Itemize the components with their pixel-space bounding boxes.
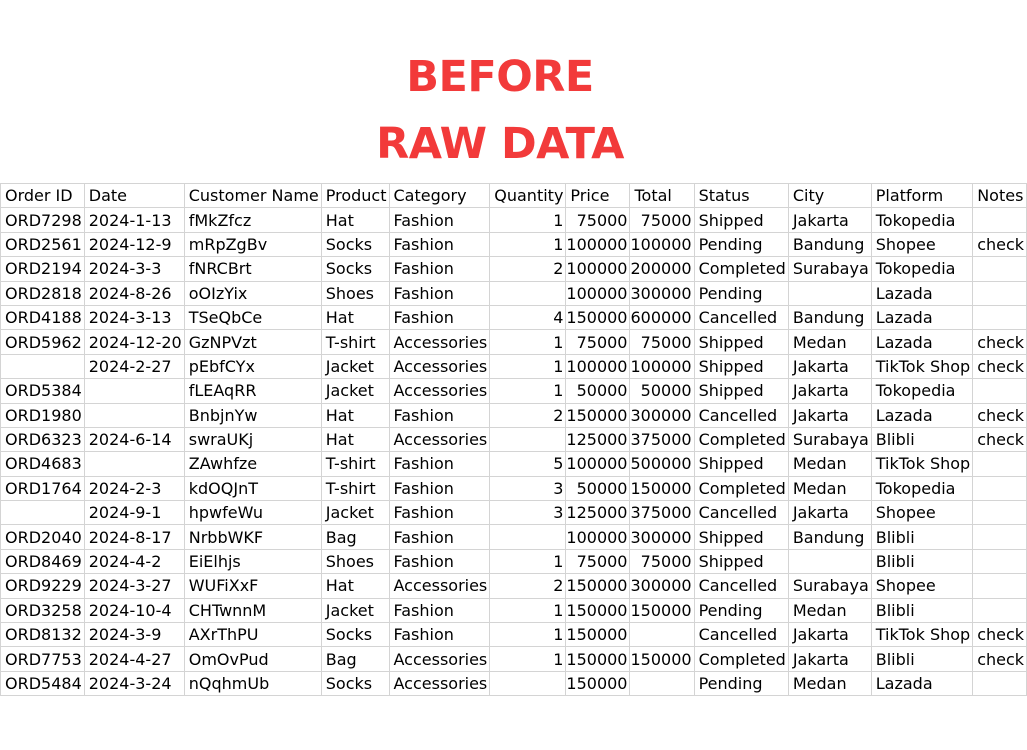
table-cell[interactable]: ORD8132 — [1, 623, 85, 647]
table-cell[interactable]: 75000 — [566, 549, 630, 573]
table-cell[interactable]: ORD1764 — [1, 476, 85, 500]
table-cell[interactable]: check — [973, 647, 1027, 671]
table-cell[interactable]: 125000 — [566, 427, 630, 451]
table-cell[interactable]: ORD5484 — [1, 671, 85, 695]
table-row — [1, 208, 1027, 232]
table-cell[interactable]: Shipped — [694, 208, 788, 232]
table-cell[interactable]: Socks — [321, 257, 389, 281]
table-cell[interactable] — [973, 574, 1027, 598]
table-cell[interactable]: 375000 — [630, 501, 694, 525]
table-cell[interactable]: CHTwnnM — [184, 598, 321, 622]
table-cell[interactable]: Accessories — [389, 574, 490, 598]
table-cell[interactable]: Medan — [788, 330, 871, 354]
table-cell[interactable] — [630, 671, 694, 695]
table-cell[interactable]: 2024-10-4 — [84, 598, 184, 622]
table-cell[interactable]: OmOvPud — [184, 647, 321, 671]
table-cell[interactable]: ORD7298 — [1, 208, 85, 232]
table-row — [1, 671, 1027, 695]
table-row — [1, 281, 1027, 305]
table-cell[interactable]: kdOQJnT — [184, 476, 321, 500]
table-cell[interactable]: Jacket — [321, 501, 389, 525]
table-cell[interactable]: 2024-2-27 — [84, 354, 184, 378]
table-cell[interactable]: 3 — [490, 501, 566, 525]
table-cell[interactable]: 50000 — [566, 379, 630, 403]
table-cell[interactable] — [490, 281, 566, 305]
table-cell[interactable]: 1 — [490, 208, 566, 232]
table-cell[interactable]: 2 — [490, 403, 566, 427]
table-cell[interactable]: Tokopedia — [871, 379, 972, 403]
table-cell[interactable] — [973, 501, 1027, 525]
table-cell[interactable]: 100000 — [566, 257, 630, 281]
table-row — [1, 476, 1027, 500]
table-cell[interactable]: Accessories — [389, 330, 490, 354]
table-cell[interactable]: Bag — [321, 647, 389, 671]
table-cell[interactable]: NrbbWKF — [184, 525, 321, 549]
column-header[interactable]: Order ID — [1, 184, 85, 208]
table-cell[interactable]: Jakarta — [788, 403, 871, 427]
table-row — [1, 525, 1027, 549]
table-cell[interactable]: 150000 — [566, 671, 630, 695]
table-cell[interactable]: Tokopedia — [871, 476, 972, 500]
table-cell[interactable]: 1 — [490, 354, 566, 378]
table-cell[interactable]: 2024-1-13 — [84, 208, 184, 232]
table-cell[interactable]: ORD2040 — [1, 525, 85, 549]
table-cell[interactable]: Surabaya — [788, 574, 871, 598]
table-cell[interactable]: 100000 — [566, 525, 630, 549]
table-cell[interactable]: 1 — [490, 623, 566, 647]
title-line-raw-data: RAW DATA — [376, 119, 624, 169]
table-cell[interactable]: ORD4188 — [1, 305, 85, 329]
table-cell[interactable]: 100000 — [630, 354, 694, 378]
table-cell[interactable]: 2024-3-9 — [84, 623, 184, 647]
table-row — [1, 403, 1027, 427]
table-cell[interactable]: T-shirt — [321, 452, 389, 476]
table-cell[interactable]: Fashion — [389, 598, 490, 622]
column-header[interactable]: City — [788, 184, 871, 208]
table-cell[interactable]: 75000 — [630, 549, 694, 573]
table-cell[interactable]: Tokopedia — [871, 208, 972, 232]
table-cell[interactable]: 375000 — [630, 427, 694, 451]
table-cell[interactable]: 1 — [490, 232, 566, 256]
column-header[interactable]: Status — [694, 184, 788, 208]
table-cell[interactable]: Shipped — [694, 379, 788, 403]
table-cell[interactable]: EiElhjs — [184, 549, 321, 573]
table-cell[interactable]: Surabaya — [788, 257, 871, 281]
table-cell[interactable]: Shipped — [694, 525, 788, 549]
table-cell[interactable]: T-shirt — [321, 330, 389, 354]
table-row — [1, 452, 1027, 476]
table-cell[interactable]: Jakarta — [788, 379, 871, 403]
table-cell[interactable]: mRpZgBv — [184, 232, 321, 256]
table-cell[interactable]: 2024-3-13 — [84, 305, 184, 329]
table-cell[interactable]: Lazada — [871, 281, 972, 305]
table-row — [1, 232, 1027, 256]
table-cell[interactable]: ORD2818 — [1, 281, 85, 305]
table-cell[interactable]: 1 — [490, 379, 566, 403]
table-cell[interactable]: Shopee — [871, 232, 972, 256]
table-cell[interactable]: ORD3258 — [1, 598, 85, 622]
table-cell[interactable]: Medan — [788, 671, 871, 695]
table-cell[interactable]: 2024-3-3 — [84, 257, 184, 281]
table-cell[interactable]: 75000 — [566, 330, 630, 354]
table-cell[interactable]: 150000 — [566, 598, 630, 622]
table-cell[interactable]: Pending — [694, 232, 788, 256]
table-cell[interactable]: Pending — [694, 281, 788, 305]
table-cell[interactable]: Fashion — [389, 452, 490, 476]
table-cell[interactable]: Blibli — [871, 549, 972, 573]
table-cell[interactable]: fLEAqRR — [184, 379, 321, 403]
table-cell[interactable]: AXrThPU — [184, 623, 321, 647]
table-cell[interactable]: ORD5384 — [1, 379, 85, 403]
table-cell[interactable] — [788, 549, 871, 573]
column-header[interactable]: Customer Name — [184, 184, 321, 208]
table-cell[interactable]: 300000 — [630, 281, 694, 305]
table-cell[interactable]: 300000 — [630, 525, 694, 549]
table-cell[interactable]: Cancelled — [694, 623, 788, 647]
table-cell[interactable]: WUFiXxF — [184, 574, 321, 598]
table-cell[interactable]: Fashion — [389, 305, 490, 329]
table-cell[interactable]: Shoes — [321, 549, 389, 573]
table-cell[interactable]: 300000 — [630, 574, 694, 598]
table-cell[interactable]: Accessories — [389, 427, 490, 451]
table-cell[interactable]: 2024-3-24 — [84, 671, 184, 695]
table-cell[interactable]: Jakarta — [788, 623, 871, 647]
table-cell[interactable]: Shipped — [694, 549, 788, 573]
table-cell[interactable]: 150000 — [566, 305, 630, 329]
column-header[interactable]: Platform — [871, 184, 972, 208]
table-cell[interactable]: 500000 — [630, 452, 694, 476]
table-cell[interactable]: 150000 — [630, 647, 694, 671]
table-cell[interactable]: Hat — [321, 305, 389, 329]
title-line-before: BEFORE — [406, 52, 594, 102]
table-cell[interactable]: swraUKj — [184, 427, 321, 451]
table-cell[interactable]: ORD7753 — [1, 647, 85, 671]
table-cell[interactable]: check — [973, 232, 1027, 256]
table-cell[interactable]: Blibli — [871, 647, 972, 671]
table-cell[interactable]: Jacket — [321, 379, 389, 403]
table-cell[interactable]: Completed — [694, 427, 788, 451]
table-row — [1, 305, 1027, 329]
table-cell[interactable]: 1 — [490, 647, 566, 671]
table-cell[interactable]: Accessories — [389, 354, 490, 378]
table-cell[interactable]: Fashion — [389, 549, 490, 573]
table-cell[interactable]: 300000 — [630, 403, 694, 427]
table-cell[interactable]: 100000 — [566, 452, 630, 476]
table-cell[interactable]: Hat — [321, 574, 389, 598]
table-cell[interactable]: BnbjnYw — [184, 403, 321, 427]
table-cell[interactable]: 1 — [490, 330, 566, 354]
table-cell[interactable]: Blibli — [871, 525, 972, 549]
table-cell[interactable]: Accessories — [389, 379, 490, 403]
table-cell[interactable]: Fashion — [389, 257, 490, 281]
table-cell[interactable] — [973, 549, 1027, 573]
table-row — [1, 647, 1027, 671]
table-cell[interactable]: Cancelled — [694, 574, 788, 598]
table-cell[interactable] — [788, 281, 871, 305]
table-row — [1, 330, 1027, 354]
table-cell[interactable]: Hat — [321, 427, 389, 451]
table-cell[interactable]: Shopee — [871, 501, 972, 525]
table-cell[interactable] — [490, 427, 566, 451]
table-cell[interactable]: Fashion — [389, 208, 490, 232]
table-cell[interactable]: Jacket — [321, 354, 389, 378]
table-cell[interactable]: ORD2194 — [1, 257, 85, 281]
table-cell[interactable]: 2024-2-3 — [84, 476, 184, 500]
table-cell[interactable]: check — [973, 427, 1027, 451]
table-cell[interactable]: 125000 — [566, 501, 630, 525]
table-cell[interactable]: Socks — [321, 623, 389, 647]
table-cell[interactable]: 100000 — [566, 354, 630, 378]
table-row — [1, 257, 1027, 281]
table-cell[interactable]: Socks — [321, 232, 389, 256]
spreadsheet-grid[interactable] — [0, 183, 1025, 695]
table-cell[interactable]: check — [973, 330, 1027, 354]
table-cell[interactable]: Tokopedia — [871, 257, 972, 281]
table-cell[interactable]: 200000 — [630, 257, 694, 281]
table-cell[interactable] — [1, 501, 85, 525]
header-row — [1, 184, 1027, 208]
table-cell[interactable]: ORD9229 — [1, 574, 85, 598]
table-cell[interactable]: Shoes — [321, 281, 389, 305]
table-cell[interactable]: 50000 — [630, 379, 694, 403]
table-cell[interactable]: 150000 — [630, 476, 694, 500]
table-cell[interactable]: Medan — [788, 476, 871, 500]
table-cell[interactable]: Fashion — [389, 623, 490, 647]
table-cell[interactable]: Jakarta — [788, 208, 871, 232]
table-cell[interactable] — [973, 671, 1027, 695]
table-cell[interactable]: Surabaya — [788, 427, 871, 451]
table-cell[interactable]: Shipped — [694, 354, 788, 378]
table-cell[interactable]: Cancelled — [694, 501, 788, 525]
table-cell[interactable] — [973, 476, 1027, 500]
table-cell[interactable]: Lazada — [871, 330, 972, 354]
table-cell[interactable] — [630, 623, 694, 647]
table-cell[interactable]: ORD4683 — [1, 452, 85, 476]
table-cell[interactable]: Bandung — [788, 305, 871, 329]
table-cell[interactable] — [973, 598, 1027, 622]
table-cell[interactable]: TSeQbCe — [184, 305, 321, 329]
table-row — [1, 574, 1027, 598]
table-cell[interactable] — [973, 525, 1027, 549]
table-cell[interactable]: Bandung — [788, 232, 871, 256]
table-cell[interactable]: 150000 — [630, 598, 694, 622]
table-cell[interactable]: Accessories — [389, 647, 490, 671]
table-cell[interactable]: pEbfCYx — [184, 354, 321, 378]
table-cell[interactable]: 150000 — [566, 403, 630, 427]
table-cell[interactable]: Completed — [694, 257, 788, 281]
column-header[interactable]: Notes — [973, 184, 1027, 208]
table-cell[interactable]: Fashion — [389, 501, 490, 525]
table-cell[interactable] — [84, 403, 184, 427]
table-cell[interactable]: 2024-9-1 — [84, 501, 184, 525]
column-header[interactable]: Date — [84, 184, 184, 208]
table-cell[interactable]: Medan — [788, 452, 871, 476]
table-row — [1, 549, 1027, 573]
table-cell[interactable] — [490, 525, 566, 549]
table-cell[interactable]: Fashion — [389, 476, 490, 500]
table-cell[interactable]: oOIzYix — [184, 281, 321, 305]
table-cell[interactable]: 1 — [490, 598, 566, 622]
table-cell[interactable]: 100000 — [630, 232, 694, 256]
table-cell[interactable]: Bandung — [788, 525, 871, 549]
table-row — [1, 354, 1027, 378]
table-cell[interactable]: Pending — [694, 671, 788, 695]
table-cell[interactable]: hpwfeWu — [184, 501, 321, 525]
table-row — [1, 501, 1027, 525]
table-cell[interactable]: 2024-12-9 — [84, 232, 184, 256]
data-table — [0, 183, 1027, 696]
table-cell[interactable]: ORD1980 — [1, 403, 85, 427]
table-cell[interactable]: 75000 — [630, 208, 694, 232]
table-cell[interactable]: ORD8469 — [1, 549, 85, 573]
table-cell[interactable]: 2024-8-17 — [84, 525, 184, 549]
table-cell[interactable] — [973, 379, 1027, 403]
table-cell[interactable]: Jakarta — [788, 354, 871, 378]
table-cell[interactable]: TikTok Shop — [871, 623, 972, 647]
column-header[interactable]: Category — [389, 184, 490, 208]
table-cell[interactable] — [490, 671, 566, 695]
table-row — [1, 379, 1027, 403]
table-cell[interactable]: 75000 — [630, 330, 694, 354]
table-cell[interactable]: ORD2561 — [1, 232, 85, 256]
table-cell[interactable]: Lazada — [871, 671, 972, 695]
table-cell[interactable] — [973, 305, 1027, 329]
table-cell[interactable] — [84, 452, 184, 476]
table-cell[interactable]: Jakarta — [788, 501, 871, 525]
table-cell[interactable]: 150000 — [566, 574, 630, 598]
column-header[interactable]: Total — [630, 184, 694, 208]
table-cell[interactable]: 3 — [490, 476, 566, 500]
table-cell[interactable]: Fashion — [389, 232, 490, 256]
table-cell[interactable]: Blibli — [871, 427, 972, 451]
table-cell[interactable]: 100000 — [566, 232, 630, 256]
table-cell[interactable]: Pending — [694, 598, 788, 622]
column-header[interactable]: Product — [321, 184, 389, 208]
table-cell[interactable]: Shipped — [694, 452, 788, 476]
table-cell[interactable]: nQqhmUb — [184, 671, 321, 695]
table-cell[interactable] — [973, 281, 1027, 305]
table-cell[interactable]: Cancelled — [694, 403, 788, 427]
table-cell[interactable]: Bag — [321, 525, 389, 549]
table-cell[interactable]: Socks — [321, 671, 389, 695]
table-cell[interactable]: Blibli — [871, 598, 972, 622]
column-header[interactable]: Price — [566, 184, 630, 208]
table-cell[interactable]: GzNPVzt — [184, 330, 321, 354]
table-cell[interactable] — [973, 257, 1027, 281]
table-cell[interactable]: 100000 — [566, 281, 630, 305]
table-cell[interactable]: fMkZfcz — [184, 208, 321, 232]
table-cell[interactable] — [973, 208, 1027, 232]
table-cell[interactable]: 5 — [490, 452, 566, 476]
table-cell[interactable]: Cancelled — [694, 305, 788, 329]
table-cell[interactable]: TikTok Shop — [871, 452, 972, 476]
table-cell[interactable]: Lazada — [871, 305, 972, 329]
table-cell[interactable]: check — [973, 623, 1027, 647]
table-cell[interactable]: Fashion — [389, 281, 490, 305]
table-cell[interactable] — [1, 354, 85, 378]
table-cell[interactable]: TikTok Shop — [871, 354, 972, 378]
table-cell[interactable]: Lazada — [871, 403, 972, 427]
table-cell[interactable]: 150000 — [566, 623, 630, 647]
table-cell[interactable]: ORD5962 — [1, 330, 85, 354]
table-cell[interactable]: 2 — [490, 257, 566, 281]
table-cell[interactable]: 2 — [490, 574, 566, 598]
column-header[interactable]: Quantity — [490, 184, 566, 208]
table-cell[interactable]: 2024-12-20 — [84, 330, 184, 354]
table-cell[interactable]: check — [973, 354, 1027, 378]
table-cell[interactable]: ZAwhfze — [184, 452, 321, 476]
table-cell[interactable]: Hat — [321, 208, 389, 232]
table-cell[interactable]: Fashion — [389, 403, 490, 427]
table-cell[interactable]: Accessories — [389, 671, 490, 695]
table-cell[interactable] — [84, 379, 184, 403]
table-cell[interactable]: 2024-4-27 — [84, 647, 184, 671]
table-cell[interactable]: 75000 — [566, 208, 630, 232]
table-row — [1, 427, 1027, 451]
table-cell[interactable]: 1 — [490, 549, 566, 573]
table-cell[interactable]: Medan — [788, 598, 871, 622]
table-cell[interactable]: check — [973, 403, 1027, 427]
table-cell[interactable]: Hat — [321, 403, 389, 427]
table-cell[interactable]: Completed — [694, 647, 788, 671]
table-cell[interactable]: Fashion — [389, 525, 490, 549]
table-cell[interactable]: Jakarta — [788, 647, 871, 671]
table-row — [1, 623, 1027, 647]
table-cell[interactable]: 2024-3-27 — [84, 574, 184, 598]
table-cell[interactable]: fNRCBrt — [184, 257, 321, 281]
table-cell[interactable]: 2024-6-14 — [84, 427, 184, 451]
table-cell[interactable]: 2024-4-2 — [84, 549, 184, 573]
table-cell[interactable]: Shipped — [694, 330, 788, 354]
table-cell[interactable]: 2024-8-26 — [84, 281, 184, 305]
table-cell[interactable]: Completed — [694, 476, 788, 500]
table-row — [1, 598, 1027, 622]
table-cell[interactable]: 600000 — [630, 305, 694, 329]
table-cell[interactable]: Shopee — [871, 574, 972, 598]
table-cell[interactable]: 4 — [490, 305, 566, 329]
table-cell[interactable]: Jacket — [321, 598, 389, 622]
table-cell[interactable]: 50000 — [566, 476, 630, 500]
table-cell[interactable]: 150000 — [566, 647, 630, 671]
table-cell[interactable]: ORD6323 — [1, 427, 85, 451]
table-cell[interactable]: T-shirt — [321, 476, 389, 500]
table-cell[interactable] — [973, 452, 1027, 476]
